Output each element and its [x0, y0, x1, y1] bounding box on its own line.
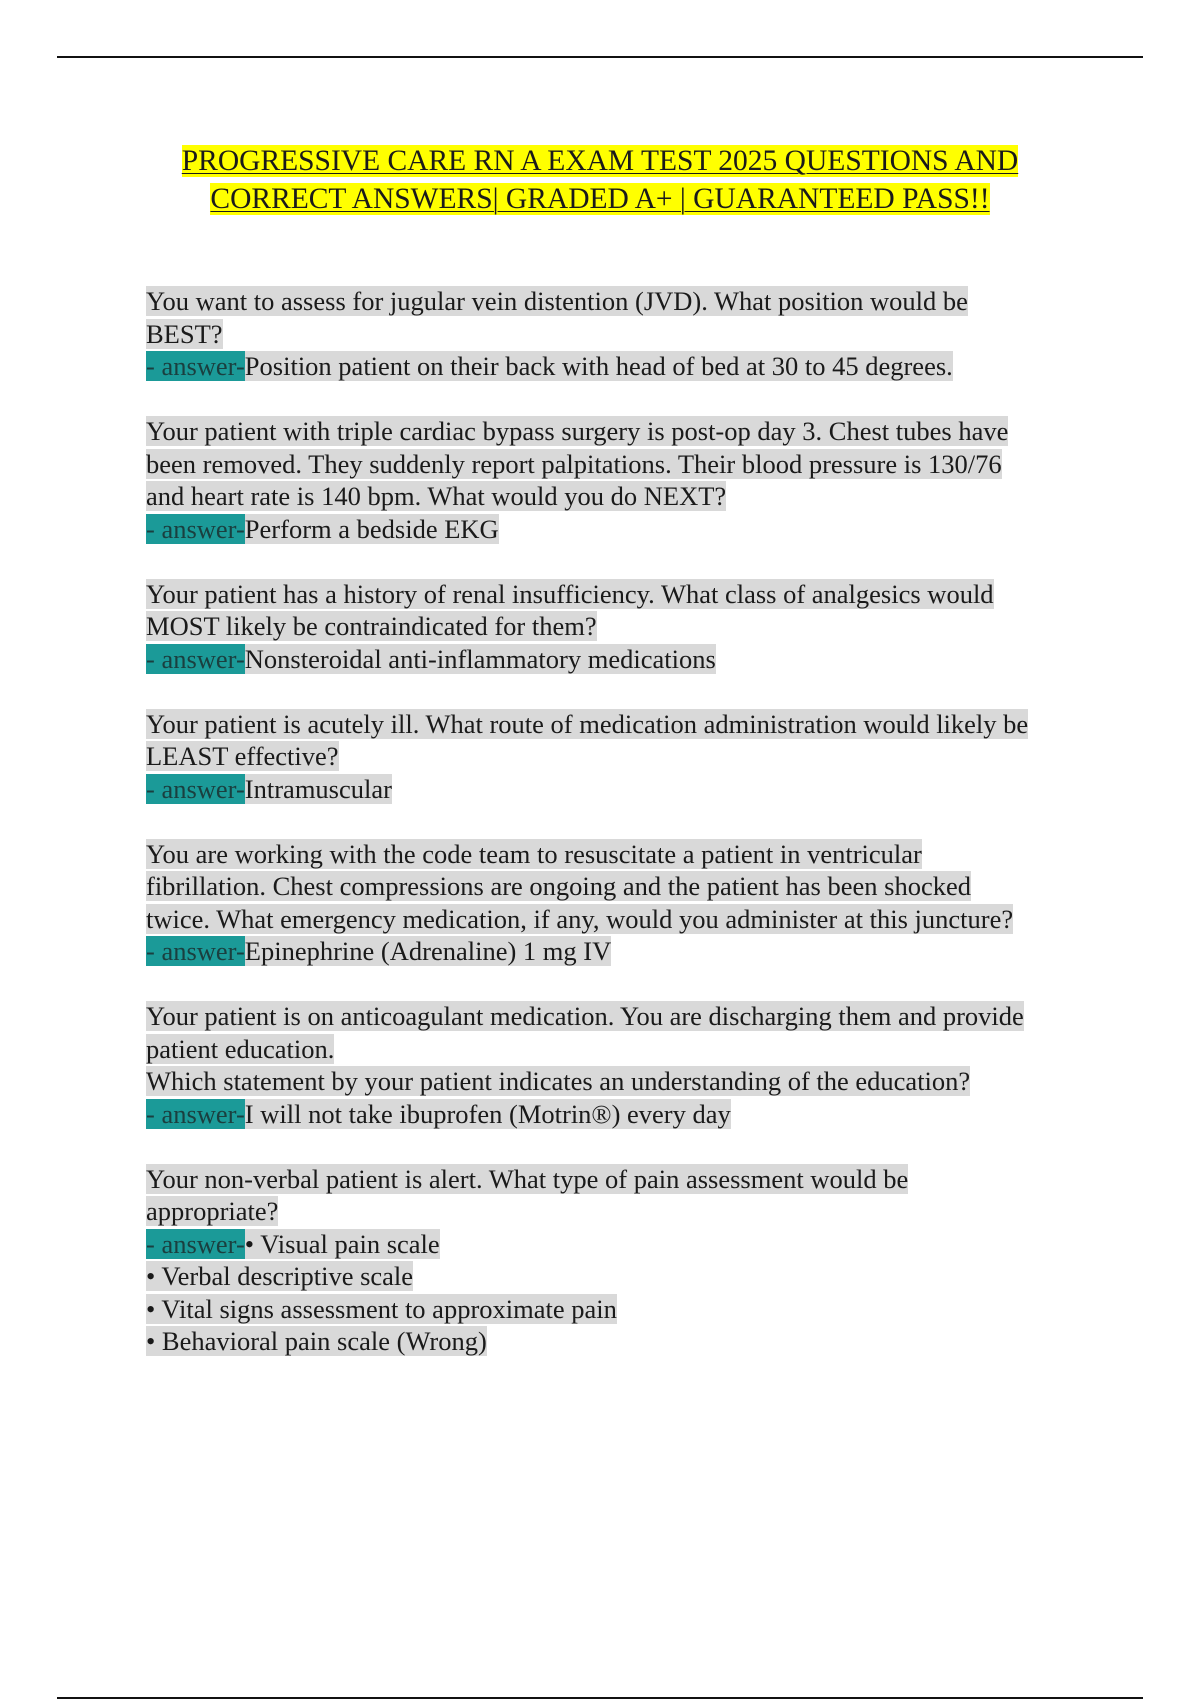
question-line: MOST likely be contraindicated for them? — [146, 611, 597, 641]
answer-line — [146, 1325, 1096, 1358]
question-line: twice. What emergency medication, if any, would you administer at this juncture? — [146, 903, 1014, 934]
answer-line — [146, 935, 1096, 968]
question-line: appropriate? — [146, 1196, 279, 1226]
answer-line — [146, 1228, 1096, 1261]
answer-text: I will not take ibuprofen (Motrin®) every day — [244, 1098, 731, 1129]
question-item — [146, 1163, 1096, 1358]
question-line: Which statement by your patient indicates an understanding of the education? — [146, 1066, 971, 1096]
answer-marker: - answer- — [146, 513, 245, 544]
question-line: Your patient is acutely ill. What route of medication administration would likely be — [146, 708, 1029, 739]
question-item — [146, 708, 1096, 806]
question-list — [146, 285, 1096, 1358]
question-line: BEST? — [146, 318, 223, 349]
answer-text: • Verbal descriptive scale — [146, 1261, 414, 1291]
answer-line — [146, 1260, 1096, 1293]
answer-marker: - answer- — [146, 1098, 245, 1129]
answer-line — [146, 1098, 1096, 1131]
answer-marker: - answer- — [146, 936, 245, 966]
answer-line — [146, 1293, 1096, 1326]
answer-line — [146, 643, 1096, 676]
question-item — [146, 1000, 1096, 1130]
question-item — [146, 285, 1096, 383]
answer-text: • Visual pain scale — [244, 1228, 440, 1259]
answer-marker: - answer- — [146, 1228, 245, 1259]
question-item — [146, 415, 1096, 545]
question-line: You want to assess for jugular vein distention (JVD). What position would be — [146, 286, 968, 316]
question-line: LEAST effective? — [146, 741, 339, 771]
question-line: Your patient is on anticoagulant medication. You are discharging them and provide — [146, 1001, 1024, 1031]
answer-line — [146, 773, 1096, 806]
question-line: Your patient has a history of renal insufficiency. What class of analgesics would — [146, 578, 994, 609]
answer-text: • Behavioral pain scale (Wrong) — [146, 1326, 487, 1356]
question-line: and heart rate is 140 bpm. What would you do NEXT? — [146, 481, 727, 511]
answer-text: Intramuscular — [244, 773, 392, 804]
answer-text: Nonsteroidal anti-inflammatory medications — [244, 643, 716, 674]
answer-line — [146, 350, 1096, 383]
answer-marker: - answer- — [146, 773, 245, 804]
answer-marker: - answer- — [146, 643, 245, 674]
answer-text: Epinephrine (Adrenaline) 1 mg IV — [244, 936, 612, 966]
answer-line — [146, 513, 1096, 546]
question-line: Your patient with triple cardiac bypass surgery is post-op day 3. Chest tubes have — [146, 416, 1009, 446]
answer-text: Perform a bedside EKG — [244, 513, 499, 544]
answer-marker: - answer- — [146, 351, 245, 381]
question-line: Your non-verbal patient is alert. What type of pain assessment would be — [146, 1163, 909, 1194]
title-line-2: CORRECT ANSWERS| GRADED A+ | GUARANTEED PASS!! — [210, 183, 990, 215]
question-item — [146, 838, 1096, 968]
question-line: fibrillation. Chest compressions are ongoing and the patient has been shocked — [146, 871, 971, 901]
document-title — [100, 142, 1100, 218]
bottom-rule — [57, 1697, 1143, 1699]
question-item — [146, 578, 1096, 676]
question-line: You are working with the code team to resuscitate a patient in ventricular — [146, 838, 922, 869]
question-line: been removed. They suddenly report palpitations. Their blood pressure is 130/76 — [146, 448, 1002, 479]
top-rule — [57, 56, 1143, 58]
answer-text: • Vital signs assessment to approximate pain — [146, 1293, 617, 1324]
title-line-1: PROGRESSIVE CARE RN A EXAM TEST 2025 QUESTIONS AND — [181, 145, 1019, 177]
answer-text: Position patient on their back with head of bed at 30 to 45 degrees. — [244, 351, 953, 381]
question-line: patient education. — [146, 1033, 335, 1064]
